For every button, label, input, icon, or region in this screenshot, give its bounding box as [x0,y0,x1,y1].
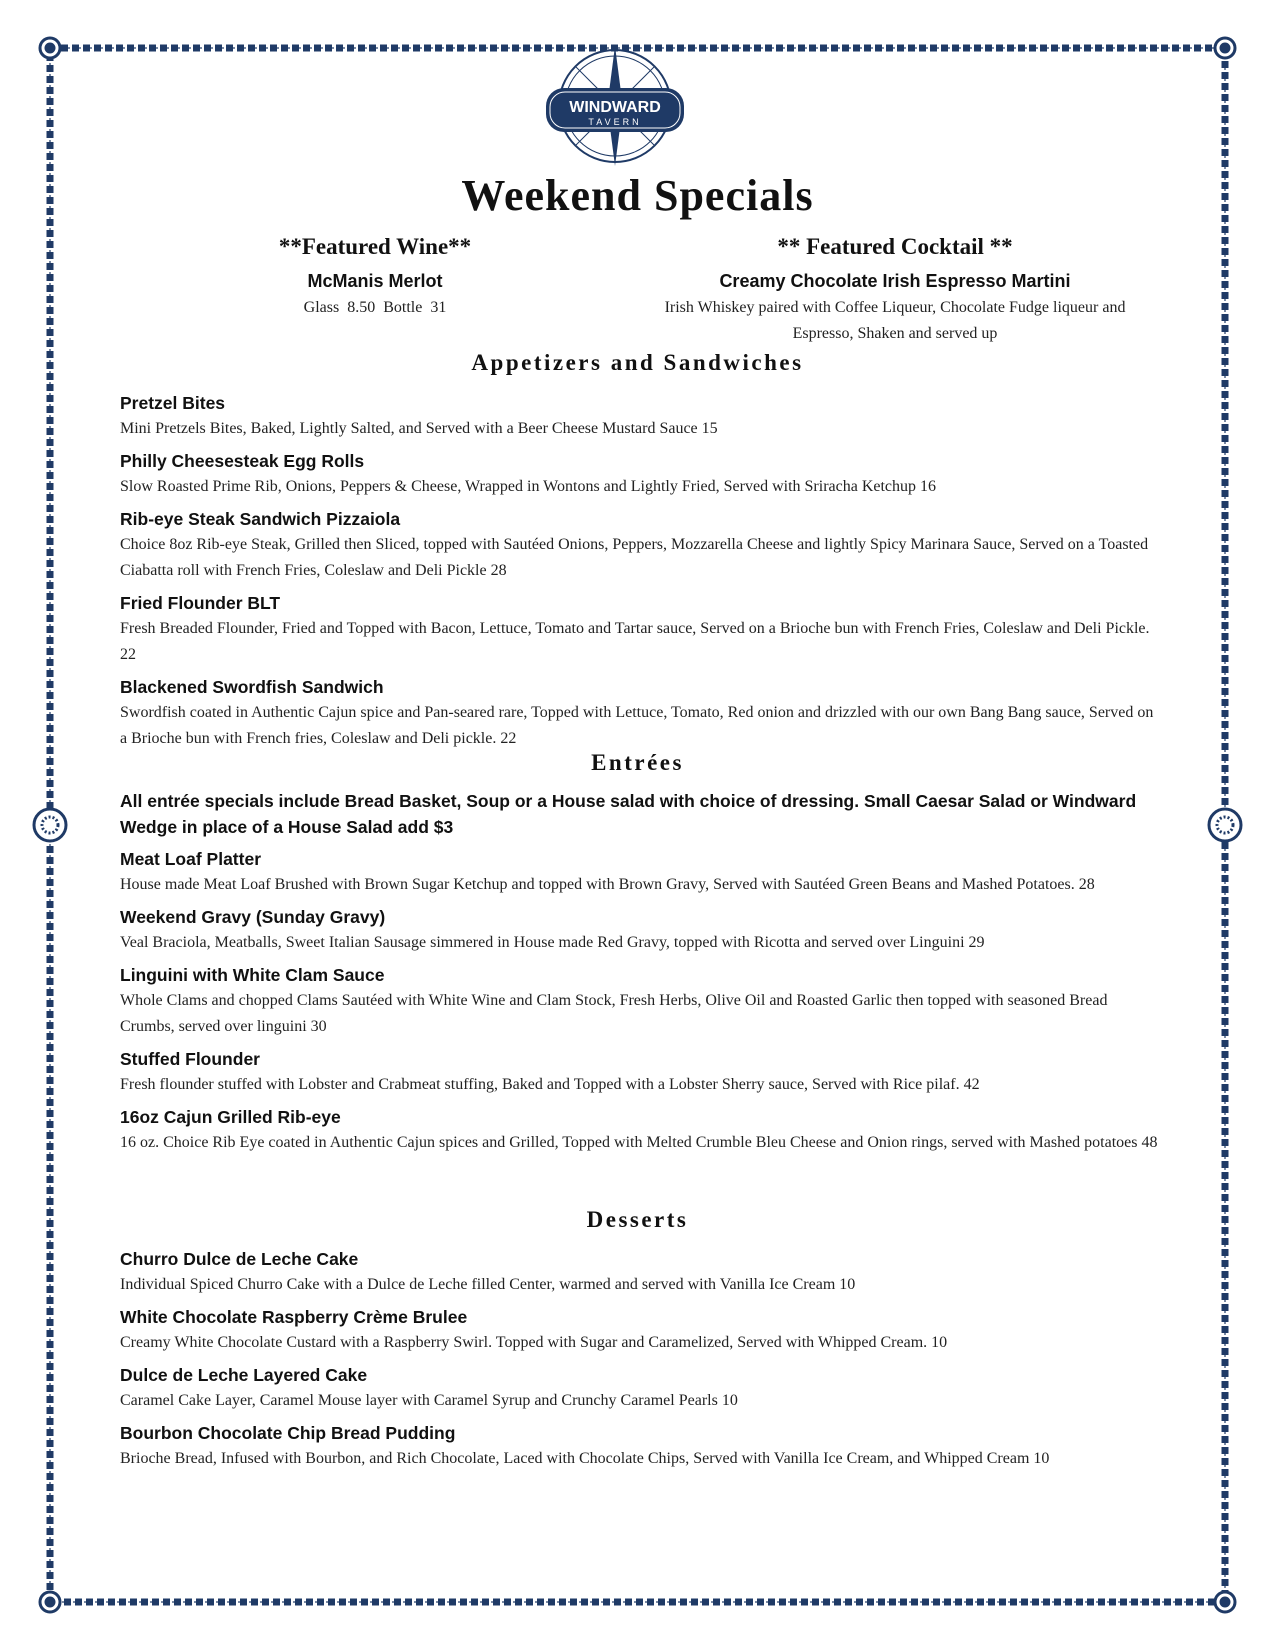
menu-item [120,1362,1160,1414]
menu-item [120,674,1160,752]
item-description: Slow Roasted Prime Rib, Onions, Peppers & Cheese, Wrapped in Wontons and Lightly Fried, Served with Sriracha Ketchup 16 [120,478,937,495]
item-name: Rib-eye Steak Sandwich Pizzaiola [120,509,401,529]
menu-item [120,1246,1160,1298]
item-name: Linguini with White Clam Sauce [120,965,385,985]
menu-item [120,448,1160,500]
desserts-heading: Desserts [586,1207,689,1232]
entrees-section [120,788,1160,1162]
item-name: Philly Cheesesteak Egg Rolls [120,451,365,471]
item-description: Fresh Breaded Flounder, Fried and Topped with Bacon, Lettuce, Tomato and Tartar sauce, Served on a Brioche bun with French Fries, Coleslaw and Deli Pickle. 22 [120,620,1150,663]
windward-tavern-logo [540,40,690,178]
entrees-heading: Entrées [591,750,684,775]
item-name: Weekend Gravy (Sunday Gravy) [120,907,386,927]
menu-item [120,1046,1160,1098]
featured-cocktail-description: Irish Whiskey paired with Coffee Liqueur, Chocolate Fudge liqueur and Espresso, Shaken and served up [664,299,1126,342]
item-description: House made Meat Loaf Brushed with Brown Sugar Ketchup and topped with Brown Gravy, Served with Sautéed Green Beans and Mashed Potatoes. 28 [120,876,1095,893]
desserts-section [120,1246,1160,1478]
logo-line1: WINDWARD [569,99,661,116]
menu-item [120,846,1160,898]
item-description: Caramel Cake Layer, Caramel Mouse layer with Caramel Syrup and Crunchy Caramel Pearls 10 [120,1392,738,1409]
featured-wine-price: Glass 8.50 Bottle 31 [303,299,447,316]
item-name: Meat Loaf Platter [120,849,261,869]
item-name: Stuffed Flounder [120,1049,260,1069]
featured-cocktail-heading: ** Featured Cocktail ** [777,234,1013,259]
menu-item [120,590,1160,668]
item-name: 16oz Cajun Grilled Rib-eye [120,1107,341,1127]
menu-item [120,904,1160,956]
item-name: Pretzel Bites [120,393,226,413]
item-name: Blackened Swordfish Sandwich [120,677,384,697]
item-description: Swordfish coated in Authentic Cajun spice and Pan-seared rare, Topped with Lettuce, Tomato, Red onion and drizzled with our own Bang Bang sauce, Served on a Brioche bun with French fries, Coleslaw and Deli pickle. 22 [120,704,1154,747]
item-name: White Chocolate Raspberry Crème Brulee [120,1307,468,1327]
logo-line2: TAVERN [588,117,642,127]
item-description: Mini Pretzels Bites, Baked, Lightly Salted, and Served with a Beer Cheese Mustard Sauce 15 [120,420,718,437]
menu-item [120,506,1160,584]
featured-wine [240,234,510,321]
item-name: Fried Flounder BLT [120,593,281,613]
item-description: Creamy White Chocolate Custard with a Raspberry Swirl. Topped with Sugar and Caramelized, Served with Whipped Cream. 10 [120,1334,948,1351]
featured-cocktail [660,234,1130,347]
appetizers-section [120,390,1160,758]
featured-wine-heading: **Featured Wine** [278,234,472,259]
menu-item [120,390,1160,442]
item-description: Choice 8oz Rib-eye Steak, Grilled then Sliced, topped with Sautéed Onions, Peppers, Mozzarella Cheese and lightly Spicy Marinara Sauce, Served on a Toasted Ciabatta roll with French Fries, Coleslaw and Deli Pickle 28 [120,536,1149,579]
featured-wine-name: McManis Merlot [307,271,443,291]
item-name: Churro Dulce de Leche Cake [120,1249,359,1269]
menu-item [120,1420,1160,1472]
entree-note: All entrée specials include Bread Basket, Soup or a House salad with choice of dressing. Small Caesar Salad or Windward Wedge in place of a House Salad add $3 [120,791,1137,837]
item-name: Bourbon Chocolate Chip Bread Pudding [120,1423,456,1443]
item-description: Whole Clams and chopped Clams Sautéed with White Wine and Clam Stock, Fresh Herbs, Olive Oil and Roasted Garlic then topped with seasoned Bread Crumbs, served over linguini 30 [120,992,1108,1035]
item-description: Fresh flounder stuffed with Lobster and Crabmeat stuffing, Baked and Topped with a Lobster Sherry sauce, Served with Rice pilaf. 42 [120,1076,980,1093]
featured-cocktail-name: Creamy Chocolate Irish Espresso Martini [719,271,1071,291]
item-description: Veal Braciola, Meatballs, Sweet Italian Sausage simmered in House made Red Gravy, topped with Ricotta and served over Linguini 29 [120,934,985,951]
item-name: Dulce de Leche Layered Cake [120,1365,368,1385]
item-description: Brioche Bread, Infused with Bourbon, and Rich Chocolate, Laced with Chocolate Chips, Served with Vanilla Ice Cream, and Whipped Cream 10 [120,1450,1050,1467]
item-description: Individual Spiced Churro Cake with a Dulce de Leche filled Center, warmed and served with Vanilla Ice Cream 10 [120,1276,856,1293]
page-title: Weekend Specials [461,171,814,220]
menu-item [120,1104,1160,1156]
menu-item [120,1304,1160,1356]
appetizers-heading: Appetizers and Sandwiches [471,350,804,375]
menu-item [120,962,1160,1040]
item-description: 16 oz. Choice Rib Eye coated in Authentic Cajun spices and Grilled, Topped with Melted Crumble Bleu Cheese and Onion rings, served with Mashed potatoes 48 [120,1134,1158,1151]
